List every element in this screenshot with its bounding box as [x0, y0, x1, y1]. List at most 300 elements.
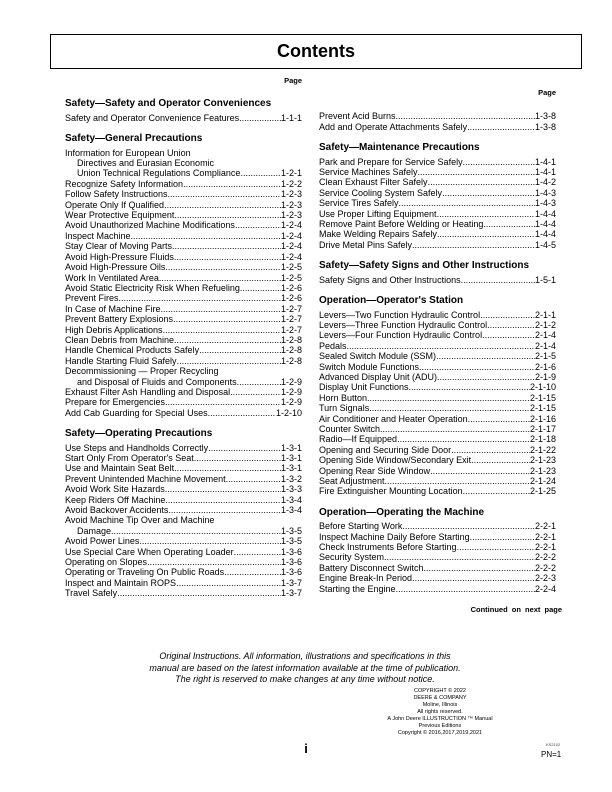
toc-entry-page: 2-1-16 — [529, 413, 556, 424]
toc-entry-title: Operating on Slopes — [65, 557, 148, 568]
toc-entry-page: 2-2-2 — [534, 552, 556, 563]
footnote-line: Original Instructions. All information, illustrations and specifications in this — [159, 651, 451, 661]
toc-entry-page: 1-3-7 — [280, 577, 302, 588]
toc-entry-page: 2-1-24 — [529, 476, 556, 486]
right-sections — [319, 111, 556, 594]
toc-left-column — [65, 76, 302, 610]
toc-entry[interactable] — [65, 588, 302, 598]
toc-entry-page: 1-2-4 — [280, 241, 302, 252]
toc-entry-title: Exhaust Filter Ash Handling and Disposal — [65, 386, 231, 397]
toc-entry-line: Decommissioning — Proper Recycling — [65, 366, 219, 377]
dot-leader — [131, 231, 281, 241]
toc-entry-page: 2-1-9 — [534, 371, 556, 382]
toc-section — [319, 508, 556, 594]
toc-entry[interactable] — [319, 372, 556, 382]
toc-entry-page: 1-2-4 — [280, 220, 302, 231]
toc-entry-page: 1-4-4 — [534, 219, 556, 230]
toc-entry-title: Work In Ventilated Area — [65, 272, 159, 283]
toc-entry-title: Check Instruments Before Starting — [319, 542, 457, 553]
toc-entry[interactable] — [319, 240, 556, 250]
footnote-line: The right is reserved to make changes at any time without notice. — [175, 674, 435, 684]
dot-leader — [468, 414, 530, 424]
toc-entry-title: Travel Safely — [65, 588, 118, 599]
toc-entry[interactable] — [319, 310, 556, 320]
toc-entry-page: 1-3-4 — [280, 494, 302, 505]
toc-entry[interactable] — [319, 320, 556, 330]
toc-entry-title: Opening Side Window/Secondary Exit — [319, 455, 472, 466]
dot-leader — [237, 377, 281, 387]
toc-entry[interactable] — [319, 584, 556, 594]
toc-entry[interactable] — [319, 424, 556, 434]
dot-leader — [111, 526, 281, 536]
toc-entry-title: Operating or Traveling On Public Roads — [65, 567, 225, 578]
toc-entry[interactable] — [319, 403, 556, 413]
dot-leader — [174, 252, 281, 262]
toc-entry-line: Directives and Eurasian Economic — [77, 158, 215, 169]
toc-entry-title: Service Tires Safely — [319, 198, 399, 209]
toc-entry-page: 2-2-1 — [534, 521, 556, 532]
toc-entry-page: 2-2-1 — [534, 531, 556, 542]
toc-entry[interactable] — [65, 557, 302, 567]
toc-entry[interactable] — [65, 377, 302, 387]
toc-entry-page: 2-1-4 — [534, 330, 556, 341]
toc-entry-title: Counter Switch — [319, 423, 381, 434]
toc-entry[interactable] — [65, 578, 302, 588]
toc-entry-page: 1-2-3 — [280, 199, 302, 210]
toc-entry[interactable] — [65, 536, 302, 546]
toc-entry[interactable] — [65, 356, 302, 366]
toc-entry-title: Inspect Machine — [65, 230, 131, 241]
toc-entry[interactable] — [319, 393, 556, 403]
toc-entry-title: Park and Prepare for Service Safely — [319, 156, 463, 167]
page-number: i — [304, 741, 308, 756]
dot-leader — [235, 220, 281, 230]
toc-entry-page: 1-4-4 — [534, 229, 556, 240]
toc-entry-title: Use and Maintain Seat Belt — [65, 463, 175, 474]
toc-entry-title: Handle Starting Fluid Safely — [65, 355, 177, 366]
toc-entry-title: Inspect and Maintain ROPS — [65, 577, 177, 588]
toc-entry[interactable] — [65, 189, 302, 199]
section-heading: Operation—Operating the Machine — [319, 506, 485, 518]
toc-entry[interactable] — [65, 505, 302, 515]
toc-entry-page: 1-4-1 — [534, 156, 556, 167]
copyright-block — [380, 688, 500, 737]
section-heading: Operation—Operator's Station — [319, 295, 464, 307]
toc-entry-title: Turn Signals — [319, 403, 370, 414]
toc-entry-title: Display Unit Functions — [319, 382, 409, 393]
toc-section — [319, 296, 556, 497]
page-column-label: Page — [284, 76, 302, 85]
dot-leader — [480, 310, 535, 320]
dot-leader — [409, 382, 530, 392]
toc-entry-title: Advanced Display Unit (ADU) — [319, 371, 438, 382]
copyright-line: Moline, Illinois — [422, 702, 458, 708]
dot-leader — [347, 341, 535, 351]
toc-entry-title: Radio—If Equipped — [319, 434, 398, 445]
toc-entry-title: Battery Disconnect Switch — [319, 562, 424, 573]
dot-leader — [174, 210, 281, 220]
toc-entry-page: 1-2-10 — [275, 407, 302, 418]
toc-entry-title: Remove Paint Before Welding or Heating — [319, 219, 484, 230]
toc-entry[interactable] — [319, 229, 556, 239]
toc-entry-page: 1-2-3 — [280, 189, 302, 200]
toc-entry[interactable] — [65, 220, 302, 230]
dot-leader — [482, 330, 535, 340]
toc-entry-page: 1-2-9 — [280, 386, 302, 397]
dot-leader — [402, 521, 535, 531]
toc-entry-title: Avoid Work Site Hazards — [65, 484, 165, 495]
toc-entry-title: Clean Debris from Machine — [65, 334, 175, 345]
toc-entry[interactable] — [319, 341, 556, 351]
toc-entry[interactable] — [65, 325, 302, 335]
dot-leader — [428, 177, 535, 187]
toc-entry-title: Avoid Unauthorized Machine Modifications — [65, 220, 235, 231]
toc-entry-page: 1-3-1 — [280, 453, 302, 463]
toc-entry-title: Levers—Four Function Hydraulic Control — [319, 330, 483, 341]
copyright-line: All rights reserved. — [417, 709, 463, 715]
toc-right-column — [319, 88, 556, 605]
toc-entry-title: Opening Rear Side Window — [319, 465, 431, 476]
toc-entry-page: 2-1-2 — [534, 319, 556, 330]
toc-entry[interactable] — [65, 397, 302, 407]
toc-entry-page: 2-1-1 — [534, 309, 556, 320]
toc-entry-page: 1-3-6 — [280, 567, 302, 578]
toc-entry[interactable] — [65, 262, 302, 272]
toc-entry[interactable] — [65, 495, 302, 505]
toc-entry[interactable] — [65, 474, 302, 484]
dot-leader — [424, 563, 535, 573]
footnote-line: manual are based on the latest information available at the time of publication. — [149, 662, 461, 673]
copyright-line: Previous Editions — [418, 723, 462, 729]
toc-section — [65, 134, 302, 418]
document-code: KS2102 — [546, 742, 561, 747]
toc-entry-page: 1-4-4 — [534, 208, 556, 219]
toc-entry-page: 1-2-6 — [280, 293, 302, 304]
section-heading: Safety—Safety Signs and Other Instructions — [319, 260, 530, 272]
toc-entry[interactable] — [65, 200, 302, 210]
toc-entry[interactable] — [65, 526, 302, 536]
section-heading: Safety—General Precautions — [65, 133, 203, 145]
toc-entry-page: 1-2-7 — [280, 314, 302, 325]
toc-entry[interactable] — [319, 521, 556, 531]
toc-entry-title: Avoid High-Pressure Oils — [65, 262, 166, 273]
toc-entry[interactable] — [65, 547, 302, 557]
toc-entry[interactable] — [65, 241, 302, 251]
toc-entry[interactable] — [319, 382, 556, 392]
toc-entry[interactable] — [65, 443, 302, 453]
dot-leader — [119, 293, 281, 303]
toc-entry[interactable] — [319, 167, 556, 177]
toc-entry-title: Add Cab Guarding for Special Uses — [65, 407, 208, 418]
dot-leader — [240, 168, 281, 178]
toc-entry-page: 2-1-23 — [529, 465, 556, 476]
toc-entry-page: 1-2-5 — [280, 262, 302, 273]
copyright-line: COPYRIGHT © 2022 — [414, 688, 466, 694]
dot-leader — [183, 179, 281, 189]
toc-entry[interactable] — [65, 283, 302, 293]
toc-entry[interactable] — [65, 463, 302, 473]
toc-section — [319, 111, 556, 132]
toc-entry[interactable] — [319, 434, 556, 444]
toc-entry-page: 2-1-23 — [529, 455, 556, 466]
section-heading: Safety—Maintenance Precautions — [319, 142, 480, 154]
toc-entry-title: and Disposal of Fluids and Components — [77, 376, 237, 387]
dot-leader — [226, 474, 281, 484]
toc-entry-title: Seat Adjustment — [319, 476, 385, 486]
toc-entry-page: 1-1-1 — [280, 112, 302, 123]
toc-entry-line: Information for European Union — [65, 147, 191, 158]
toc-entry-title: Fire Extinguisher Mounting Location — [319, 486, 463, 497]
toc-entry-page: 1-3-5 — [280, 525, 302, 536]
toc-entry-title: Use Steps and Handholds Correctly — [65, 442, 209, 453]
toc-entry-title: Safety and Operator Convenience Features — [65, 112, 240, 123]
toc-entry-title: Prevent Unintended Machine Movement — [65, 473, 226, 484]
dot-leader — [487, 320, 535, 330]
dot-leader — [384, 552, 535, 562]
toc-section — [319, 143, 556, 250]
toc-entry[interactable] — [65, 484, 302, 494]
toc-entry[interactable] — [65, 293, 302, 303]
dot-leader — [147, 557, 281, 567]
toc-entry[interactable] — [65, 335, 302, 345]
toc-entry-title: Damage — [77, 525, 112, 536]
toc-entry-page: 1-3-3 — [280, 484, 302, 495]
toc-entry[interactable] — [319, 209, 556, 219]
toc-entry[interactable] — [65, 179, 302, 189]
dot-leader — [177, 356, 281, 366]
contents-title-box — [50, 34, 582, 69]
dot-leader — [418, 167, 535, 177]
toc-entry-title: Prevent Fires — [65, 293, 119, 304]
dot-leader — [174, 463, 281, 473]
toc-entry-title: Operate Only If Qualified — [65, 199, 165, 210]
toc-entry[interactable] — [65, 168, 302, 178]
toc-entry[interactable] — [65, 314, 302, 324]
toc-entry-page: 2-2-4 — [534, 583, 556, 594]
continued-note: Continued on next page — [470, 605, 562, 614]
toc-entry-page: 1-2-8 — [280, 334, 302, 345]
toc-entry-page: 2-1-15 — [529, 403, 556, 414]
section-heading: Safety—Safety and Operator Conveniences — [65, 98, 272, 110]
toc-entry[interactable] — [65, 273, 302, 283]
toc-entry-page: 1-2-8 — [280, 355, 302, 366]
toc-entry-title: Keep Riders Off Machine — [65, 494, 166, 505]
toc-entry-title: Levers—Three Function Hydraulic Control — [319, 319, 488, 330]
toc-entry[interactable] — [65, 252, 302, 262]
toc-entry-page: 1-2-3 — [280, 210, 302, 221]
dot-leader — [164, 200, 281, 210]
toc-entry-title: Security System — [319, 552, 385, 563]
toc-entry-page: 1-3-6 — [280, 546, 302, 557]
dot-leader — [437, 372, 535, 382]
toc-entry[interactable] — [319, 351, 556, 361]
dot-leader — [380, 424, 530, 434]
toc-entry-title: Prevent Acid Burns — [319, 111, 396, 122]
copyright-line: DEERE & COMPANY — [413, 695, 467, 701]
toc-entry[interactable] — [65, 387, 302, 397]
dot-leader — [430, 466, 530, 476]
toc-entry[interactable] — [319, 486, 556, 496]
toc-entry-title: Air Conditioner and Heater Operation — [319, 413, 468, 424]
dot-leader — [199, 345, 281, 355]
dot-leader — [470, 532, 535, 542]
dot-leader — [161, 304, 281, 314]
toc-entry-page: 2-1-15 — [529, 392, 556, 403]
dot-leader — [369, 403, 530, 413]
toc-entry-page: 1-2-7 — [280, 324, 302, 335]
toc-entry[interactable] — [319, 542, 556, 552]
dot-leader — [159, 273, 281, 283]
toc-entry-page: 1-2-4 — [280, 251, 302, 262]
toc-entry-page: 1-2-7 — [280, 303, 302, 314]
toc-entry-page: 1-3-7 — [280, 588, 302, 599]
toc-entry-title: Follow Safety Instructions — [65, 189, 168, 200]
dot-leader — [163, 325, 281, 335]
copyright-line: A John Deere ILLUSTRUCTION ™ Manual — [387, 716, 493, 722]
toc-entry-title: In Case of Machine Fire — [65, 303, 161, 314]
toc-entry[interactable] — [319, 111, 556, 121]
toc-entry-page: 1-5-1 — [534, 274, 556, 285]
toc-entry-title: High Debris Applications — [65, 324, 163, 335]
dot-leader — [168, 189, 281, 199]
dot-leader — [234, 547, 281, 557]
dot-leader — [397, 434, 530, 444]
dot-leader — [467, 122, 535, 132]
toc-entry[interactable] — [319, 414, 556, 424]
dot-leader — [117, 588, 281, 598]
toc-entry-page: 2-1-18 — [529, 434, 556, 445]
dot-leader — [168, 505, 281, 515]
toc-entry[interactable] — [319, 445, 556, 455]
toc-entry-page: 2-2-1 — [534, 542, 556, 553]
toc-entry[interactable] — [319, 552, 556, 562]
toc-entry-title: Before Starting Work — [319, 521, 403, 532]
toc-entry-title: Avoid Static Electricity Risk When Refueling — [65, 282, 240, 293]
toc-entry[interactable] — [319, 573, 556, 583]
toc-entry-title: Handle Chemical Products Safely — [65, 345, 200, 356]
toc-entry-title: Start Only From Operator's Seat — [65, 453, 194, 463]
dot-leader — [165, 495, 281, 505]
toc-entry-page: 1-3-2 — [280, 473, 302, 484]
toc-entry-line: Avoid Machine Tip Over and Machine — [65, 515, 215, 526]
dot-leader — [442, 188, 535, 198]
toc-entry-page: 2-1-6 — [534, 361, 556, 372]
dot-leader — [176, 578, 281, 588]
toc-entry-page: 2-2-2 — [534, 562, 556, 573]
page-column-label: Page — [538, 88, 556, 97]
toc-entry[interactable] — [319, 198, 556, 208]
toc-entry-page: 1-2-8 — [280, 345, 302, 356]
toc-entry-title: Service Machines Safely — [319, 167, 418, 178]
toc-entry[interactable] — [65, 210, 302, 220]
toc-entry-title: Inspect Machine Daily Before Starting — [319, 531, 470, 542]
toc-entry-page: 2-1-17 — [529, 423, 556, 434]
pn-label: PN=1 — [541, 750, 562, 759]
toc-entry[interactable] — [319, 122, 556, 132]
toc-entry-page: 2-1-10 — [529, 382, 556, 393]
toc-entry[interactable] — [319, 157, 556, 167]
dot-leader — [208, 408, 276, 418]
toc-entry-title: Avoid Backover Accidents — [65, 505, 169, 516]
toc-entry-title: Avoid Power Lines — [65, 536, 140, 547]
dot-leader — [396, 111, 535, 121]
dot-leader — [457, 542, 535, 552]
toc-entry-page: 2-1-5 — [534, 351, 556, 362]
dot-leader — [172, 241, 281, 251]
toc-entry-title: Clean Exhaust Filter Safely — [319, 177, 428, 188]
toc-entry[interactable] — [319, 219, 556, 229]
toc-entry-page: 1-4-1 — [534, 167, 556, 178]
toc-entry[interactable] — [65, 231, 302, 241]
dot-leader — [240, 283, 281, 293]
toc-entry[interactable] — [319, 532, 556, 542]
toc-entry-title: Drive Metal Pins Safely — [319, 239, 413, 250]
dot-leader — [385, 476, 530, 486]
dot-leader — [471, 455, 530, 465]
toc-entry-page: 1-4-5 — [534, 239, 556, 250]
toc-entry-title: Add and Operate Attachments Safely — [319, 121, 468, 132]
toc-entry-title: Use Special Care When Operating Loader — [65, 546, 234, 557]
toc-entry-title: Make Welding Repairs Safely — [319, 229, 437, 240]
toc-entry-title: Sealed Switch Module (SSM) — [319, 351, 437, 362]
dot-leader — [174, 335, 281, 345]
dot-leader — [463, 486, 530, 496]
dot-leader — [165, 397, 281, 407]
toc-entry[interactable] — [319, 275, 556, 285]
toc-entry[interactable] — [319, 455, 556, 465]
toc-entry[interactable] — [65, 345, 302, 355]
toc-entry[interactable] — [65, 304, 302, 314]
toc-entry-page: 1-3-6 — [280, 557, 302, 568]
toc-entry-title: Union Technical Regulations Compliance — [77, 168, 241, 179]
dot-leader — [224, 567, 281, 577]
toc-entry-page: 1-3-5 — [280, 536, 302, 547]
toc-entry-page: 1-2-9 — [280, 397, 302, 408]
toc-entry[interactable] — [319, 330, 556, 340]
left-sections — [65, 99, 302, 598]
toc-entry[interactable] — [65, 567, 302, 577]
dot-leader — [239, 113, 281, 123]
toc-entry[interactable] — [65, 453, 302, 463]
dot-leader — [483, 219, 535, 229]
toc-entry[interactable] — [319, 466, 556, 476]
toc-entry[interactable] — [319, 476, 556, 486]
toc-entry-page: 1-3-8 — [534, 111, 556, 122]
toc-entry-title: Pedals — [319, 340, 347, 351]
toc-entry[interactable] — [65, 113, 302, 123]
toc-entry[interactable] — [319, 563, 556, 573]
dot-leader — [419, 362, 535, 372]
toc-entry[interactable] — [319, 177, 556, 187]
toc-section — [65, 99, 302, 123]
toc-entry-page: 1-3-1 — [280, 442, 302, 453]
toc-entry[interactable] — [319, 362, 556, 372]
dot-leader — [173, 314, 281, 324]
toc-entry-page: 1-2-4 — [280, 230, 302, 241]
toc-entry-page: 1-3-4 — [280, 505, 302, 516]
dot-leader — [437, 209, 535, 219]
toc-section — [65, 429, 302, 599]
toc-entry-title: Recognize Safety Information — [65, 178, 184, 189]
dot-leader — [412, 573, 535, 583]
toc-entry[interactable] — [319, 188, 556, 198]
toc-entry[interactable] — [65, 408, 302, 418]
dot-leader — [165, 262, 281, 272]
toc-entry-title: Levers—Two Function Hydraulic Control — [319, 309, 481, 320]
toc-entry-page: 2-2-3 — [534, 573, 556, 584]
dot-leader — [208, 443, 281, 453]
toc-entry-page: 1-4-2 — [534, 177, 556, 188]
